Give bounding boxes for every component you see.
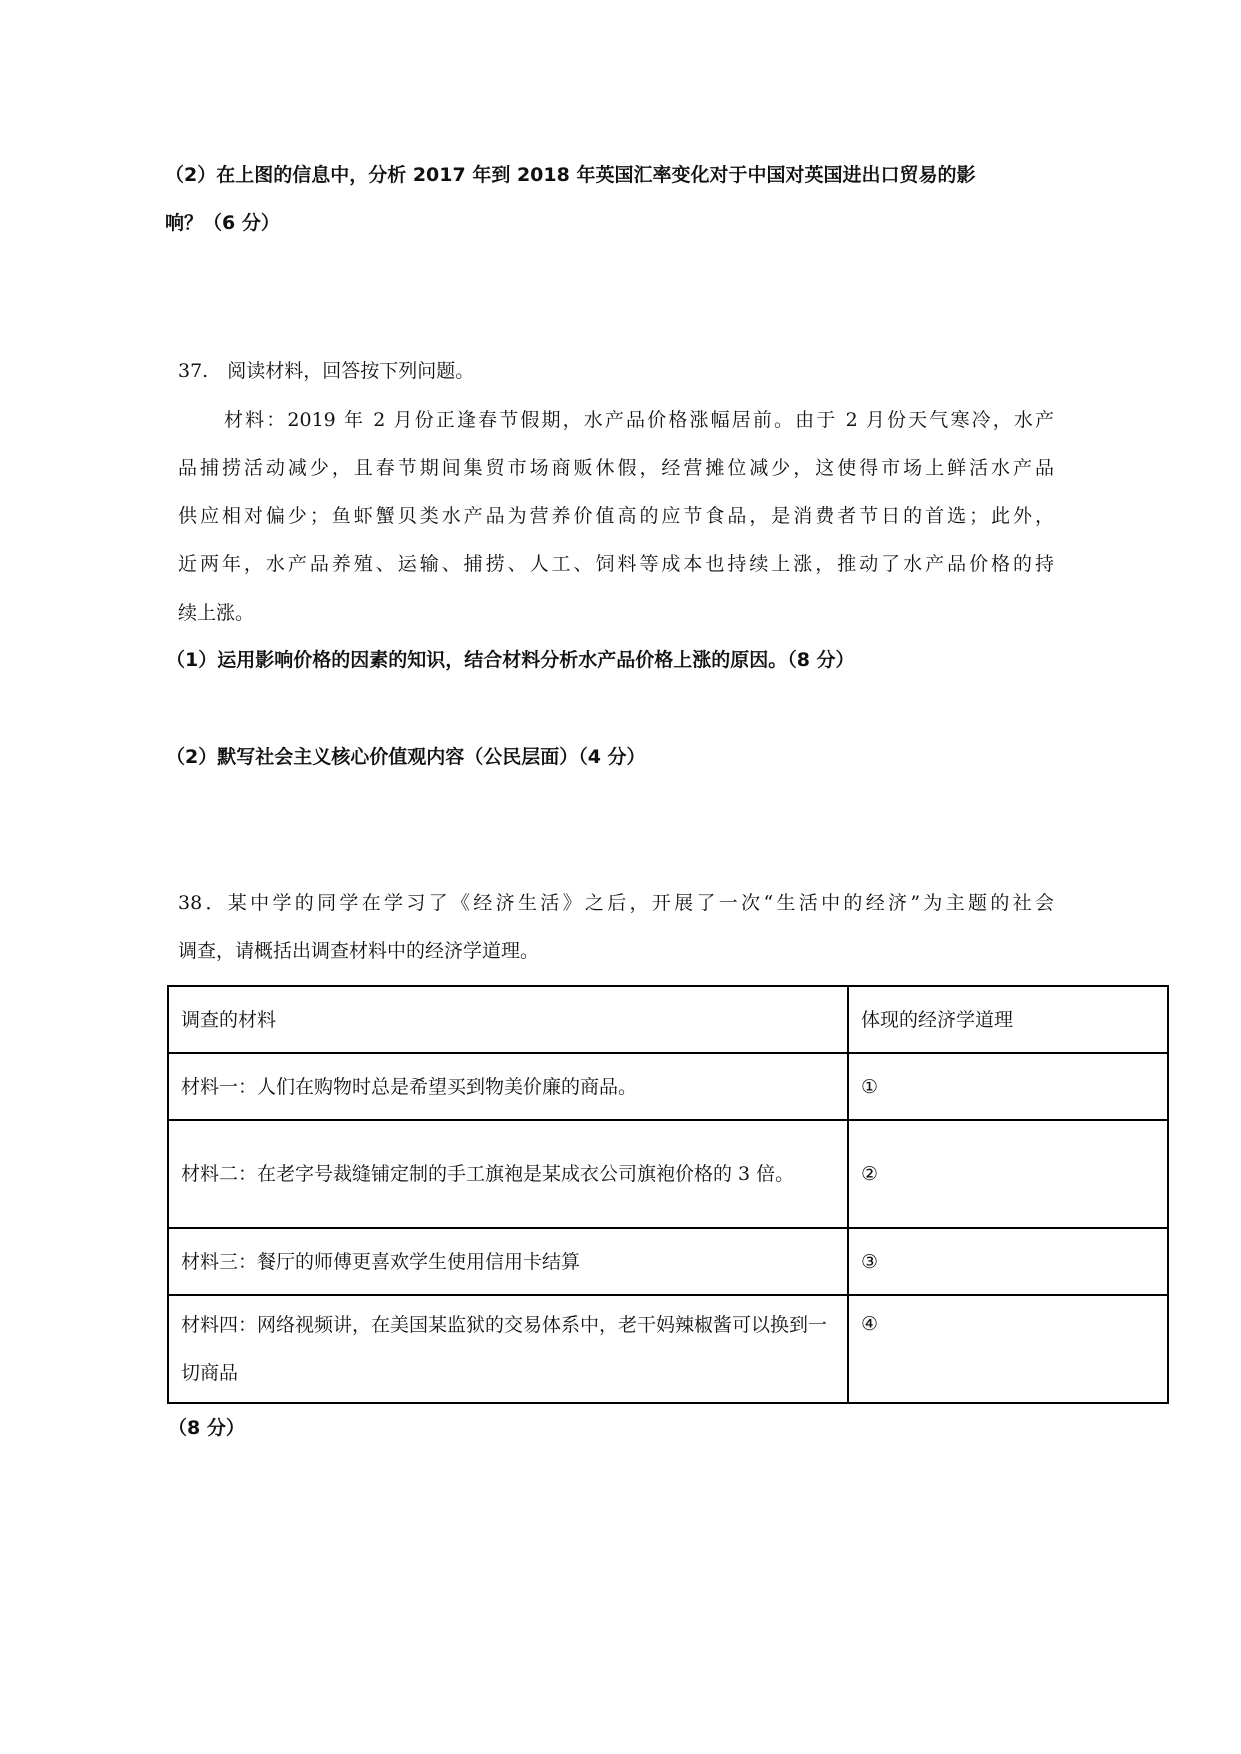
q36-part2-line2: 响？（6 分） bbox=[165, 212, 280, 234]
table-row bbox=[168, 1120, 1168, 1228]
q37-heading: 37. 阅读材料，回答按下列问题。 bbox=[178, 360, 475, 382]
q37-material-line: 近两年，水产品养殖、运输、捕捞、人工、饲料等成本也持续上涨，推动了水产品价格的持 bbox=[178, 553, 1054, 575]
q38-score: （8 分） bbox=[168, 1417, 245, 1439]
material-cell: 材料三：餐厅的师傅更喜欢学生使用信用卡结算 bbox=[168, 1228, 848, 1295]
principle-cell: ② bbox=[848, 1120, 1168, 1228]
table-header-cell: 体现的经济学道理 bbox=[848, 986, 1168, 1053]
principle-cell: ④ bbox=[848, 1295, 1168, 1403]
q37-material-line: 品捕捞活动减少，且春节期间集贸市场商贩休假，经营摊位减少，这使得市场上鲜活水产品 bbox=[178, 457, 1054, 479]
table-header-row bbox=[168, 986, 1168, 1053]
q37-part1: （1）运用影响价格的因素的知识，结合材料分析水产品价格上涨的原因。（8 分） bbox=[166, 649, 855, 671]
table-header-cell: 调查的材料 bbox=[168, 986, 848, 1053]
table-row bbox=[168, 1228, 1168, 1295]
material-cell: 材料一：人们在购物时总是希望买到物美价廉的商品。 bbox=[168, 1053, 848, 1120]
q37-material-line: 材料：2019 年 2 月份正逢春节假期，水产品价格涨幅居前。由于 2 月份天气寒冷，水产 bbox=[224, 409, 1054, 431]
q37-part2: （2）默写社会主义核心价值观内容（公民层面）（4 分） bbox=[166, 746, 646, 768]
q37-material-line: 续上涨。 bbox=[178, 602, 255, 624]
material-cell: 材料二：在老字号裁缝铺定制的手工旗袍是某成衣公司旗袍价格的 3 倍。 bbox=[168, 1120, 848, 1228]
q37-material-line: 供应相对偏少；鱼虾蟹贝类水产品为营养价值高的应节食品，是消费者节日的首选；此外， bbox=[178, 505, 1054, 527]
principle-cell: ③ bbox=[848, 1228, 1168, 1295]
principle-cell: ① bbox=[848, 1053, 1168, 1120]
table-row bbox=[168, 1053, 1168, 1120]
material-cell: 材料四：网络视频讲，在美国某监狱的交易体系中，老干妈辣椒酱可以换到一切商品 bbox=[168, 1295, 848, 1403]
q36-part2-line1: （2）在上图的信息中，分析 2017 年到 2018 年英国汇率变化对于中国对英国进出口贸易的影 bbox=[165, 164, 976, 186]
survey-table bbox=[167, 985, 1169, 1404]
q38-line2: 调查，请概括出调查材料中的经济学道理。 bbox=[178, 940, 540, 962]
q38-line1: 38．某中学的同学在学习了《经济生活》之后，开展了一次“生活中的经济”为主题的社会 bbox=[178, 892, 1054, 914]
table-row bbox=[168, 1295, 1168, 1403]
